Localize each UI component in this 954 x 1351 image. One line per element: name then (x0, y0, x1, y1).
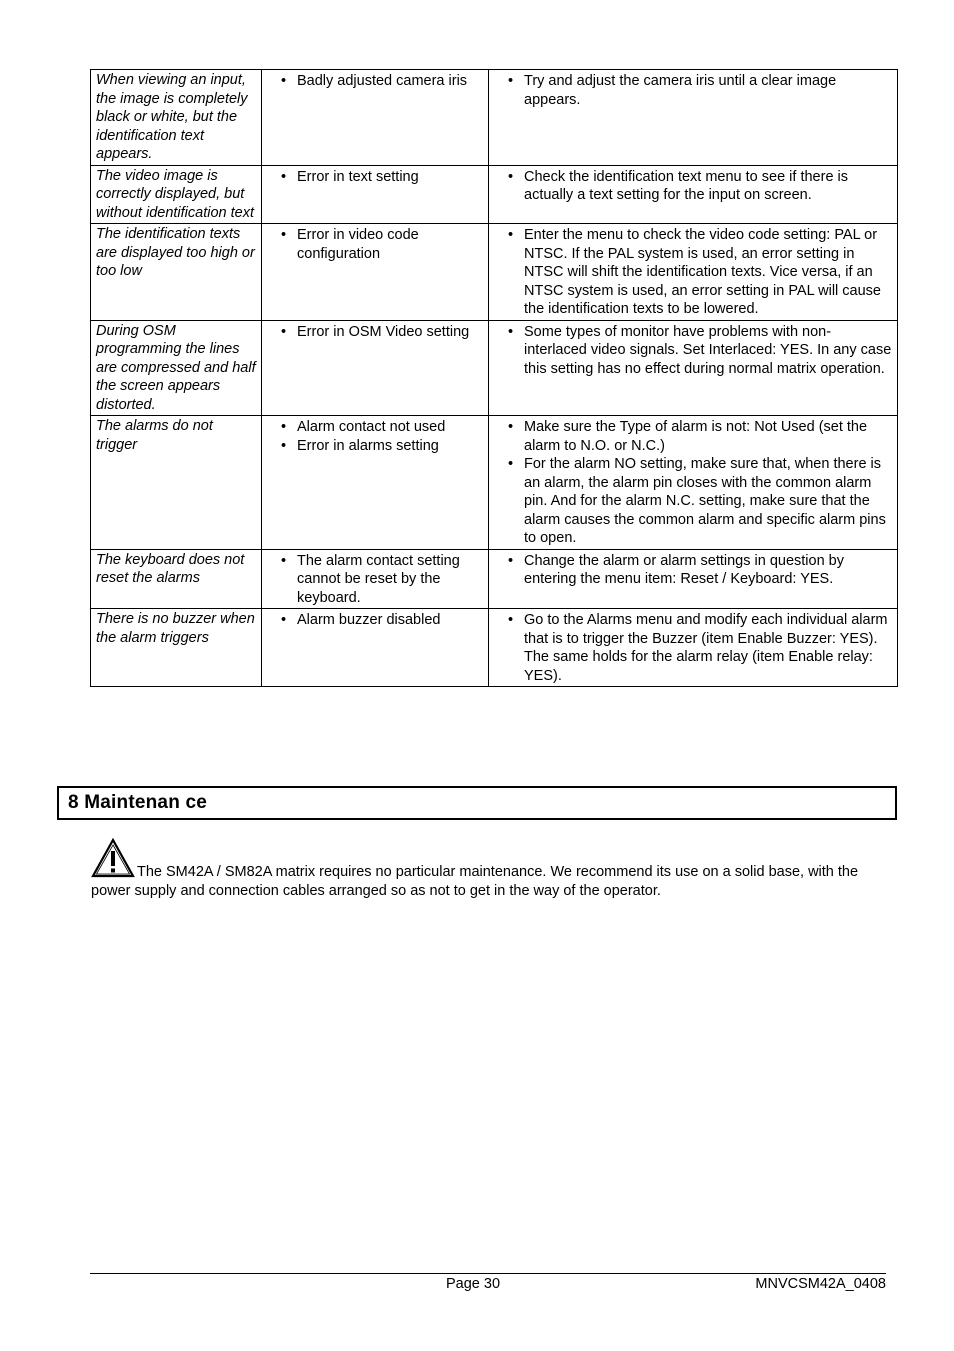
symptom-cell (91, 165, 262, 224)
bullet-list (494, 551, 892, 589)
cause-cell (262, 609, 489, 687)
symptom-text: When viewing an input, the image is completely black or white, but the identification text appears. (96, 72, 248, 162)
remedy-item: • Enter the menu to check the video code setting: PAL or NTSC. If the PAL system is used, an error setting in NTSC will shift the identification texts. Vice versa, if an NTSC system is used, an error setting in PAL will cause the identification texts to be lowered. (502, 226, 892, 319)
remedy-cell (489, 549, 898, 609)
bullet-list (494, 225, 892, 319)
table-row (91, 549, 898, 609)
remedy-item: • Make sure the Type of alarm is not: Not Used (set the alarm to N.O. or N.C.) (502, 418, 892, 455)
bullet-list (267, 225, 483, 263)
remedy-cell (489, 416, 898, 550)
cause-item: • Error in video code configuration (275, 226, 483, 263)
bullet-list (267, 322, 483, 342)
remedy-item: • Check the identification text menu to see if there is actually a text setting for the input on screen. (502, 168, 892, 205)
cause-item: • Error in text setting (275, 168, 483, 187)
bullet-list (267, 417, 483, 455)
symptom-cell (91, 320, 262, 416)
maintenance-paragraph: The SM42A / SM82A matrix requires no particular maintenance. We recommend its use on a solid base, with the power supply and connection cables arranged so as not to get in the way of the operator. (91, 864, 859, 899)
bullet-list (494, 71, 892, 109)
remedy-cell (489, 70, 898, 166)
remedy-cell (489, 609, 898, 687)
symptom-text: During OSM programming the lines are compressed and half the screen appears distorted. (96, 322, 256, 413)
footer-page-number: Page 30 (446, 1276, 501, 1292)
section-title: 8 Maintenan ce (68, 792, 208, 813)
symptom-text: There is no buzzer when the alarm triggers (96, 611, 255, 646)
symptom-text: The keyboard does not reset the alarms (96, 551, 245, 586)
symptom-cell (91, 609, 262, 687)
symptom-cell (91, 549, 262, 609)
troubleshooting-table-body (91, 70, 898, 687)
troubleshooting-table (90, 69, 898, 687)
table-row (91, 416, 898, 550)
remedy-item: • Go to the Alarms menu and modify each individual alarm that is to trigger the Buzzer (item Enable Buzzer: YES). The same holds for the alarm relay (item Enable relay: YES). (502, 611, 892, 685)
symptom-text: The alarms do not trigger (96, 418, 213, 453)
bullet-list (267, 71, 483, 91)
remedy-cell (489, 320, 898, 416)
bullet-list (267, 167, 483, 187)
cause-item: • Badly adjusted camera iris (275, 72, 483, 91)
symptom-text: The video image is correctly displayed, but without identification text (96, 167, 254, 221)
remedy-item: • Try and adjust the camera iris until a clear image appears. (502, 72, 892, 109)
footer-divider (90, 1273, 886, 1274)
table-row (91, 609, 898, 687)
remedy-item: • For the alarm NO setting, make sure that, when there is an alarm, the alarm pin closes with the common alarm pin. And for the alarm N.C. setting, make sure that the alarm causes the common alarm and specific alarm pins to open. (502, 455, 892, 548)
symptom-cell (91, 416, 262, 550)
cause-cell (262, 165, 489, 224)
cause-item: • Error in OSM Video setting (275, 323, 483, 342)
bullet-list (494, 610, 892, 685)
bullet-list (494, 417, 892, 548)
table-row (91, 165, 898, 224)
table-row (91, 320, 898, 416)
symptom-text: The identification texts are displayed too high or too low (96, 226, 255, 279)
cause-item: • The alarm contact setting cannot be reset by the keyboard. (275, 552, 483, 608)
bullet-list (494, 322, 892, 379)
cause-cell (262, 70, 489, 166)
bullet-list (267, 610, 483, 630)
cause-item: • Alarm contact not used (275, 418, 483, 437)
cause-cell (262, 224, 489, 321)
bullet-list (494, 167, 892, 205)
footer-document-code: MNVCSM42A_0408 (755, 1276, 886, 1292)
cause-item: • Error in alarms setting (275, 437, 483, 456)
cause-cell (262, 549, 489, 609)
table-row (91, 224, 898, 321)
symptom-cell (91, 224, 262, 321)
cause-item: • Alarm buzzer disabled (275, 611, 483, 630)
table-row (91, 70, 898, 166)
section-heading-box (57, 786, 897, 820)
symptom-cell (91, 70, 262, 166)
remedy-item: • Change the alarm or alarm settings in question by entering the menu item: Reset / Keyboard: YES. (502, 552, 892, 589)
cause-cell (262, 320, 489, 416)
remedy-item: • Some types of monitor have problems with non-interlaced video signals. Set Interlaced: YES. In any case this setting has no effect during normal matrix operation. (502, 323, 892, 379)
bullet-list (267, 551, 483, 608)
cause-cell (262, 416, 489, 550)
remedy-cell (489, 224, 898, 321)
remedy-cell (489, 165, 898, 224)
